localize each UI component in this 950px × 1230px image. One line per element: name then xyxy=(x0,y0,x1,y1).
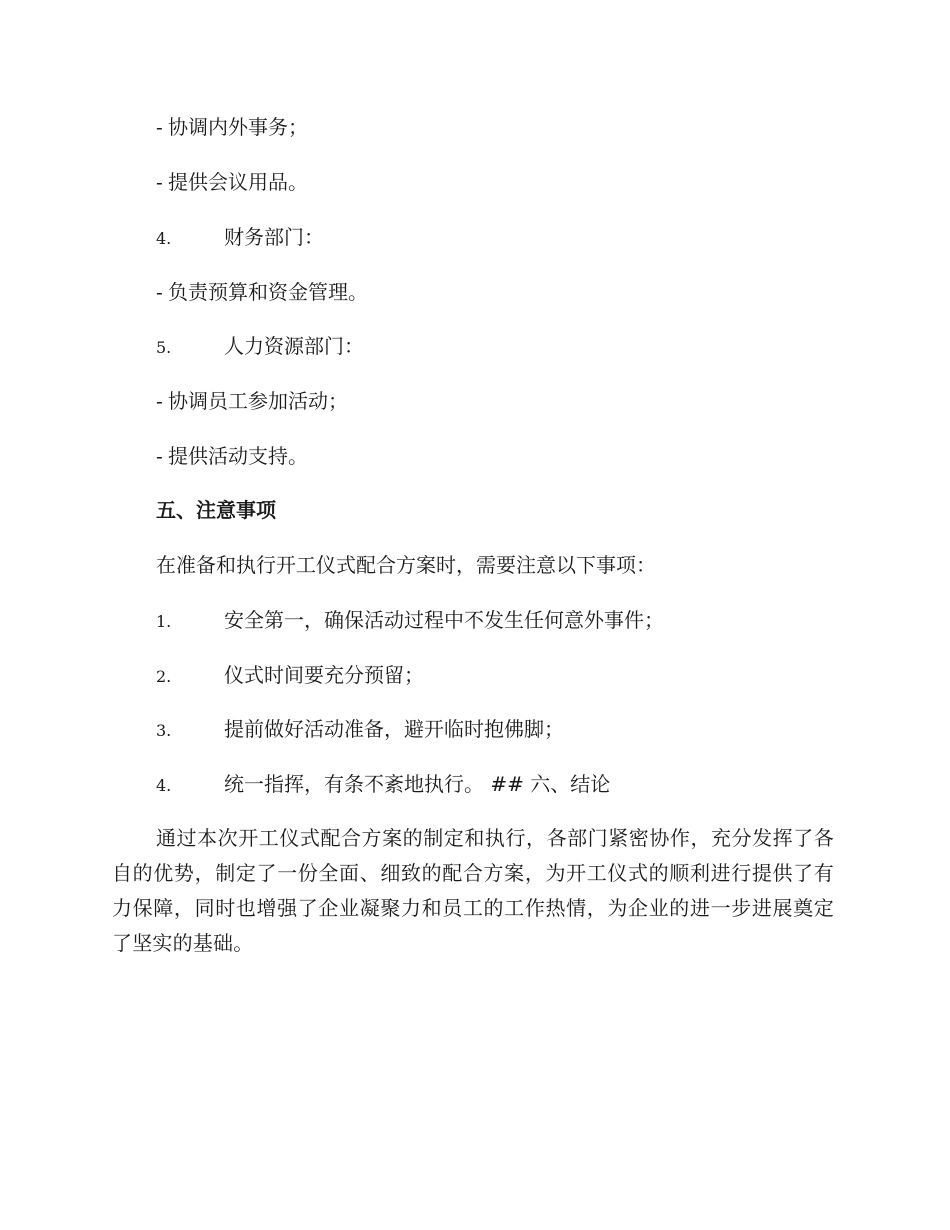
list-item xyxy=(156,332,364,362)
list-item xyxy=(156,113,308,141)
list-number: 4. xyxy=(156,776,172,795)
list-item xyxy=(156,278,368,306)
dash-bullet: - xyxy=(156,444,163,468)
list-item xyxy=(156,715,564,745)
conclusion-paragraph: 通过本次开工仪式配合方案的制定和执行，各部门紧密协作，充分发挥了各自的优势，制定了一份全面、细致的配合方案，为开工仪式的顺利进行提供了有力保障，同时也增强了企业凝聚力和员工的工作热情，为企业的进一步进展奠定了坚实的基础。 xyxy=(112,826,834,955)
list-number: 2. xyxy=(156,667,172,686)
list-item xyxy=(156,223,324,253)
list-item xyxy=(156,442,308,470)
list-item xyxy=(156,661,424,691)
list-item-text: 负责预算和资金管理。 xyxy=(168,280,368,304)
section-intro: 在准备和执行开工仪式配合方案时，需要注意以下事项： xyxy=(156,553,656,577)
list-item-text: 人力资源部门： xyxy=(224,334,364,358)
list-item-text: 统一指挥，有条不紊地执行。 ## 六、结论 xyxy=(224,772,611,796)
dash-bullet: - xyxy=(156,170,163,194)
list-number: 3. xyxy=(156,721,172,740)
list-item-text: 提供活动支持。 xyxy=(168,444,308,468)
list-item-text: 仪式时间要充分预留； xyxy=(224,663,424,687)
list-item-text: 提供会议用品。 xyxy=(168,170,308,194)
list-item-text: 提前做好活动准备，避开临时抱佛脚； xyxy=(224,717,564,741)
list-item xyxy=(156,387,348,415)
list-item-text: 协调员工参加活动； xyxy=(168,389,348,413)
list-item xyxy=(156,168,308,196)
list-number: 4. xyxy=(156,229,172,248)
section-heading: 五、注意事项 xyxy=(156,498,276,522)
list-number: 5. xyxy=(156,338,172,357)
list-item-text: 协调内外事务； xyxy=(168,115,308,139)
list-item-text: 财务部门： xyxy=(224,225,324,249)
list-item-text: 安全第一，确保活动过程中不发生任何意外事件； xyxy=(224,608,664,632)
list-item xyxy=(156,770,610,800)
dash-bullet: - xyxy=(156,115,163,139)
dash-bullet: - xyxy=(156,389,163,413)
list-number: 1. xyxy=(156,612,172,631)
dash-bullet: - xyxy=(156,280,163,304)
list-item xyxy=(156,606,664,636)
